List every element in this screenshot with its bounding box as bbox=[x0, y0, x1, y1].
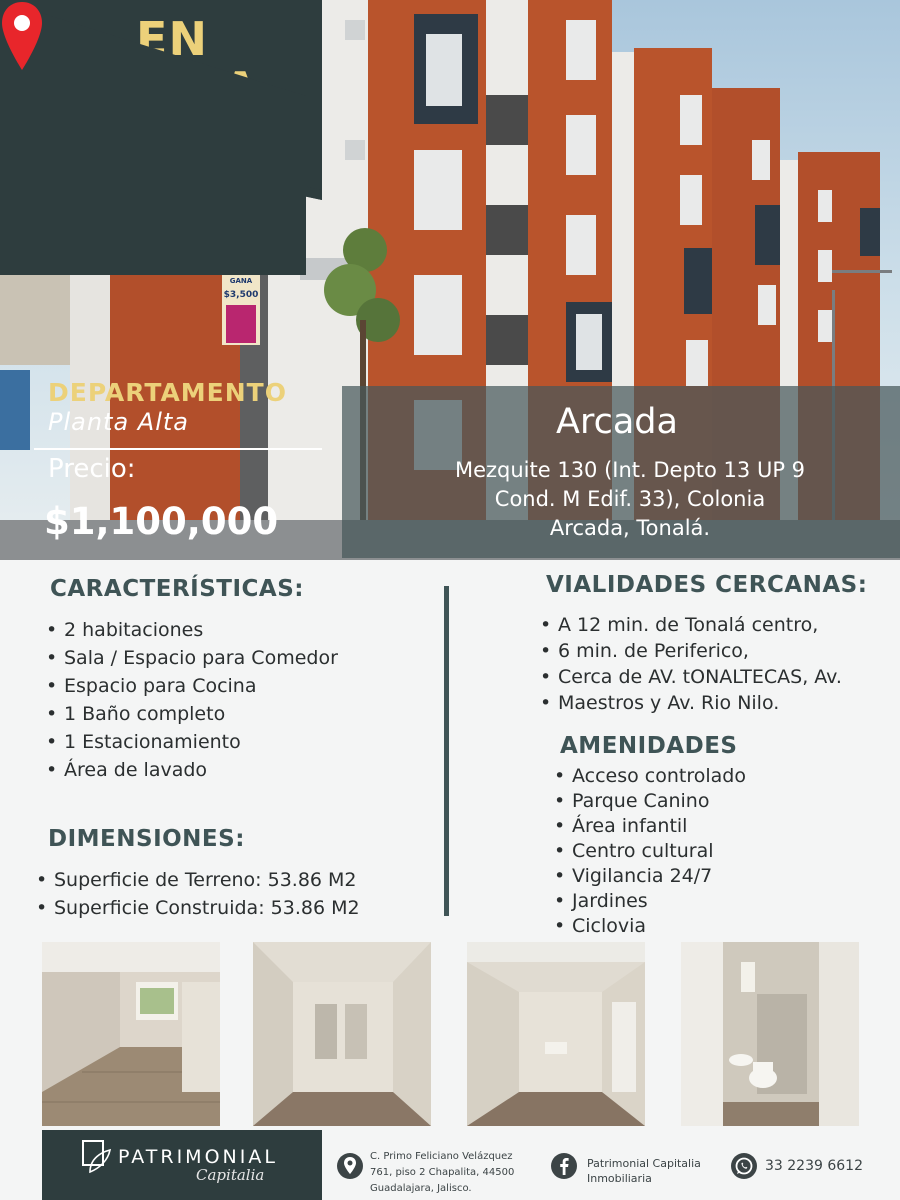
amenidades-list bbox=[552, 764, 746, 939]
address-line1: Mezquite 130 (Int. Depto 13 UP 9 bbox=[454, 458, 806, 482]
facebook-line2: Inmobiliaria bbox=[587, 1172, 652, 1185]
list-item: • Maestros y Av. Rio Nilo. bbox=[538, 690, 842, 716]
location-name: Arcada bbox=[556, 402, 678, 442]
location-icon bbox=[336, 1152, 364, 1180]
list-item: • 1 Estacionamiento bbox=[44, 728, 338, 756]
price-label: Precio: bbox=[48, 454, 136, 484]
brand-subname: Capitalia bbox=[196, 1166, 265, 1184]
section-divider bbox=[444, 586, 449, 916]
dimensiones-title: DIMENSIONES: bbox=[48, 826, 245, 852]
brand-name: PATRIMONIAL bbox=[118, 1146, 278, 1168]
property-floor: Planta Alta bbox=[48, 408, 190, 436]
list-item: • Espacio para Cocina bbox=[44, 672, 338, 700]
list-item: • Área infantil bbox=[552, 814, 746, 839]
whatsapp-icon[interactable] bbox=[730, 1152, 758, 1180]
list-item: • Centro cultural bbox=[552, 839, 746, 864]
location-address bbox=[430, 456, 830, 543]
vialidades-title: VIALIDADES CERCANAS: bbox=[546, 572, 868, 598]
hero-image bbox=[0, 0, 900, 560]
list-item: • Superficie de Terreno: 53.86 M2 bbox=[34, 866, 360, 894]
office-address-line1: C. Primo Feliciano Velázquez bbox=[370, 1151, 513, 1162]
list-item: • 2 habitaciones bbox=[44, 616, 338, 644]
photo-bedroom bbox=[42, 942, 220, 1126]
list-item: • Acceso controlado bbox=[552, 764, 746, 789]
dimensiones-list bbox=[34, 866, 360, 922]
office-address bbox=[370, 1149, 540, 1197]
address-line2: Cond. M Edif. 33), Colonia bbox=[494, 487, 766, 511]
brand-mark-icon bbox=[80, 1138, 114, 1176]
facebook-page[interactable] bbox=[587, 1156, 717, 1186]
sign-line2: $3,500 bbox=[223, 290, 259, 300]
status-line1: EN bbox=[136, 12, 208, 66]
list-item: • Área de lavado bbox=[44, 756, 338, 784]
list-item: • Cerca de AV. tONALTECAS, Av. bbox=[538, 664, 842, 690]
list-item: • Sala / Espacio para Comedor bbox=[44, 644, 338, 672]
facebook-line1: Patrimonial Capitalia bbox=[587, 1157, 701, 1170]
sign-line1: GANA bbox=[229, 277, 253, 285]
list-item: • A 12 min. de Tonalá centro, bbox=[538, 612, 842, 638]
caracteristicas-title: CARACTERÍSTICAS: bbox=[50, 576, 304, 602]
price-panel-shape bbox=[0, 0, 306, 275]
phone-number[interactable]: 33 2239 6612 bbox=[765, 1158, 863, 1174]
photo-bathroom bbox=[681, 942, 859, 1126]
caracteristicas-list bbox=[44, 616, 338, 784]
office-address-line2: 761, piso 2 Chapalita, 44500 bbox=[370, 1167, 515, 1178]
list-item: • 1 Baño completo bbox=[44, 700, 338, 728]
list-item: • Vigilancia 24/7 bbox=[552, 864, 746, 889]
photo-hallway bbox=[253, 942, 431, 1126]
office-address-line3: Guadalajara, Jalisco. bbox=[370, 1183, 472, 1194]
facebook-icon[interactable] bbox=[550, 1152, 578, 1180]
list-item: • 6 min. de Periferico, bbox=[538, 638, 842, 664]
list-item: • Jardines bbox=[552, 889, 746, 914]
vialidades-list bbox=[538, 612, 842, 716]
list-item: • Ciclovia bbox=[552, 914, 746, 939]
list-item: • Superficie Construida: 53.86 M2 bbox=[34, 894, 360, 922]
divider bbox=[34, 448, 322, 450]
amenidades-title: AMENIDADES bbox=[560, 733, 738, 759]
map-pin-icon bbox=[0, 0, 44, 72]
photo-kitchen bbox=[467, 942, 645, 1126]
list-item: • Parque Canino bbox=[552, 789, 746, 814]
property-type: DEPARTAMENTO bbox=[48, 378, 287, 407]
address-line3: Arcada, Tonalá. bbox=[549, 516, 711, 540]
price-value: $1,100,000 bbox=[44, 500, 279, 543]
